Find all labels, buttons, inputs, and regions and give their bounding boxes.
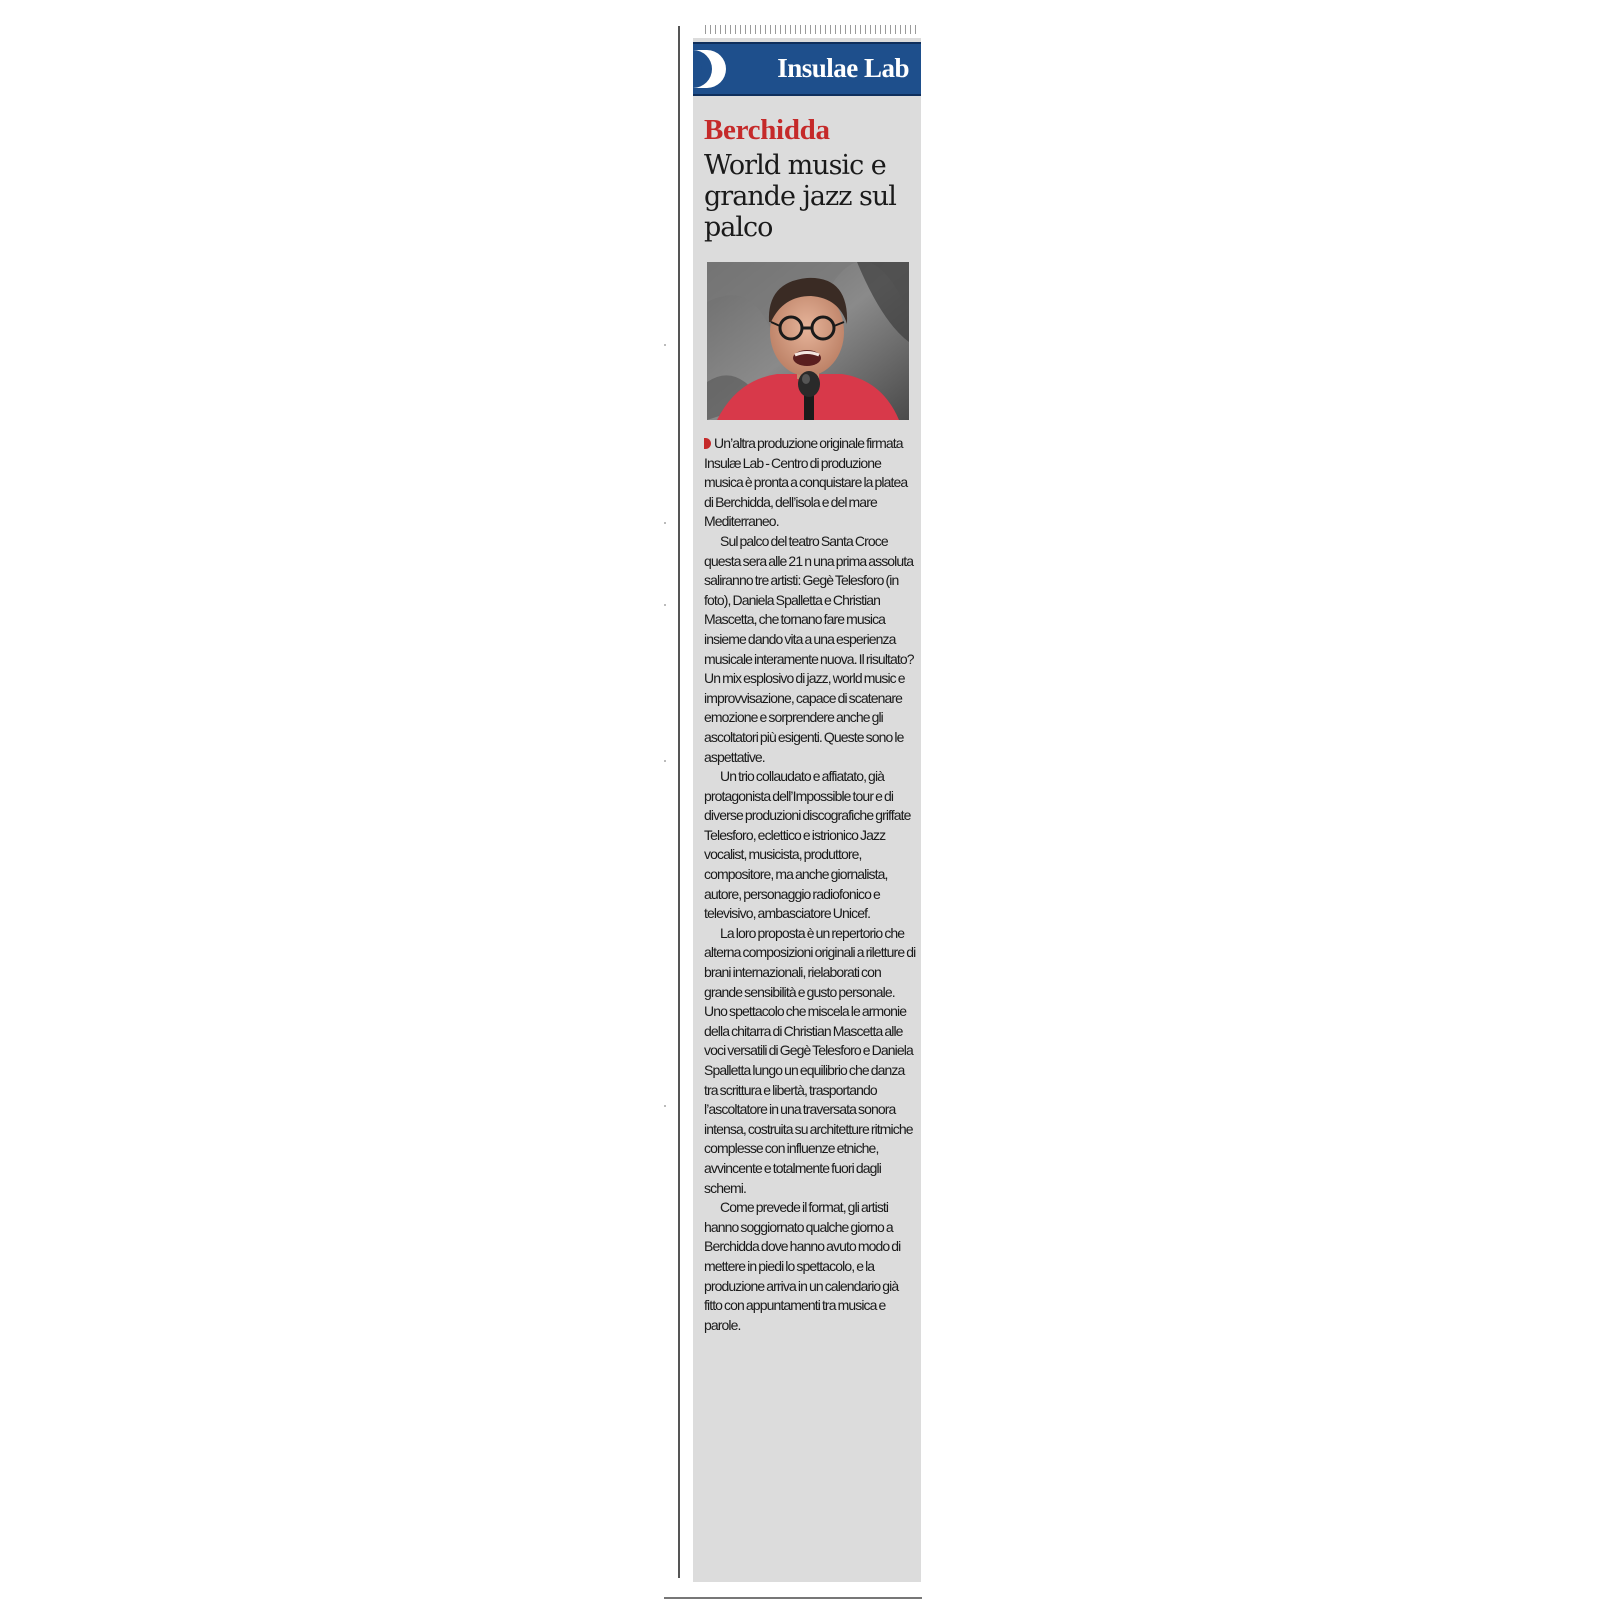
paragraph: Un trio collaudato e affiatato, già protagonista dell’Impossible tour e di diverse produzioni discografiche griffate Telesforo, eclettico e istrionico Jazz vocalist, musicista, produttore, compositore, ma anche giornalista, autore, personaggio radiofonico e televisivo, ambasciatore Unicef. [704, 768, 911, 922]
paragraph: La loro proposta è un repertorio che alterna composizioni originali a riletture di brani internazionali, rielaborati con grande sensibilità e gusto personale. Uno spettacolo che miscela le armonie della chitarra di Christian Mascetta alle voci versatili di Gegè Telesforo e Daniela Spalletta lungo un equilibrio che danza tra scrittura e libertà, trasportando l’ascoltatore in una traversata sonora intensa, costruita su architetture ritmiche complesse con influenze etniche, avvincente e totalmente fuori dagli schemi. [704, 924, 916, 1196]
article-kicker: Berchidda [704, 114, 830, 146]
paragraph-text: Un’altra produzione originale firmata Insulæ Lab - Centro di produzione musica è pronta a conquistare la platea di Berchidda, dell’isola e del mare Mediterraneo. [704, 435, 908, 530]
column-left-rule [678, 26, 680, 1578]
paragraph: Come prevede il format, gli artisti hanno soggiornato qualche giorno a Berchidda dove hanno avuto modo di mettere in piedi lo spettacolo, e la produzione arriva in un calendario già fitto con appuntamenti tra musica e parole. [704, 1199, 901, 1333]
paragraph: Sul palco del teatro Santa Croce questa sera alle 21 n una prima assoluta saliranno tre artisti: Gegè Telesforo (in foto), Daniela Spalletta e Christian Mascetta, che tornano fare musica insieme dando vita a una esperienza musicale interamente nuova. Il risultato? Un mix esplosivo di jazz, world music e improvvisazione, capace di scatenare emozione e sorprendere anche gli ascoltatori più esigenti. Queste sono le aspettative. [704, 532, 914, 765]
lead-marker-icon [704, 438, 711, 449]
singer-photo-illustration [707, 262, 909, 420]
brand-logo-icon [693, 48, 735, 92]
article-column [693, 38, 921, 1582]
section-title: Insulae Lab [777, 53, 909, 83]
article-body [704, 434, 918, 1335]
paragraph [704, 434, 918, 532]
section-banner [693, 42, 921, 96]
article-photo [707, 262, 909, 420]
article-headline: World music e grande jazz sul palco [704, 150, 896, 243]
top-tick-border [705, 25, 919, 34]
bottom-rule [664, 1597, 922, 1599]
